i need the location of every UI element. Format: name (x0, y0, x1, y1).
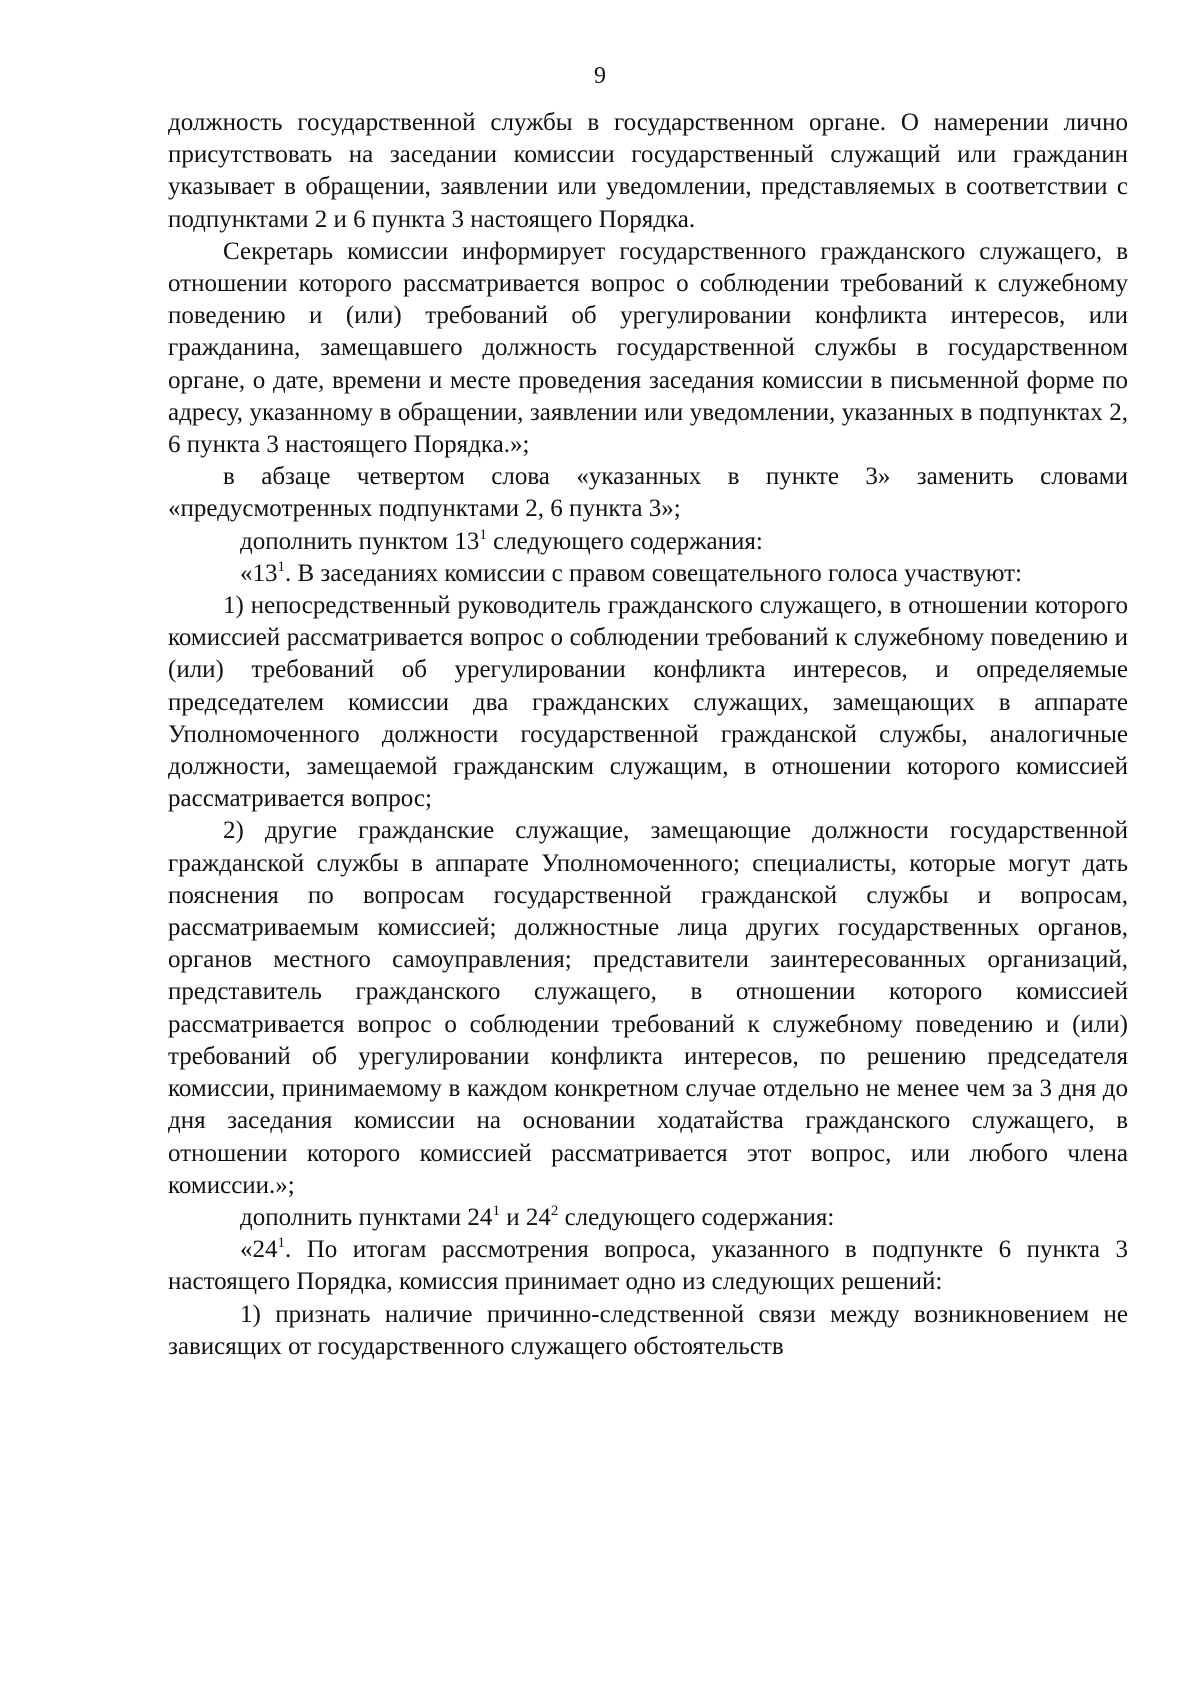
paragraph-13-1: «$13^1$. В заседаниях комиссии с правом совещательного голоса участвуют: (240, 558, 1022, 587)
list-item-decision-1: 1) признать наличие причинно-следственной связи между возникновением не зависящих от государственного служащего обстоятельств (168, 1300, 1128, 1360)
list-item-1: 1) непосредственный руководитель гражданского служащего, в отношении которого комиссией рассматривается вопрос о соблюдении требований к служебному поведению и (или) требований об урегулировании конфликта интересов, и определяемые председателем комиссии два гражданских служащих, замещающих в аппарате Уполномоченного должности государственной гражданской службы, аналогичные должности, замещаемой гражданским служащим, в отношении которого комиссией рассматривается вопрос; (168, 592, 1128, 813)
paragraph-continuation: должность государственной службы в государственном органе. О намерении лично присутствовать на заседании комиссии государственный служащий или гражданин указывает в обращении, заявлении или уведомлении, представляемых в соответствии с подпунктами 2 и 6 пункта 3 настоящего Порядка. (168, 109, 1128, 233)
page-number: 9 (594, 63, 606, 89)
paragraph-24-1: «$24^1$. По итогам рассмотрения вопроса, указанного в подпункте 6 пункта 3 настоящего Порядка, комиссия принимает одно из следующих решений: (168, 1235, 1128, 1296)
paragraph-add-24: дополнить пунктами $24^1$ и $24^2$ следующего содержания: (240, 1202, 835, 1231)
paragraph-add-13-1: дополнить пунктом $13^1$ следующего содержания: (240, 526, 763, 555)
paragraph-secretary: Секретарь комиссии информирует государственного гражданского служащего, в отношении которого рассматривается вопрос о соблюдении требований к служебному поведению и (или) требований об урегулировании конфликта интересов, или гражданина, замещавшего должность государственной службы в государственном органе, о дате, времени и месте проведения заседания комиссии в письменной форме по адресу, указанному в обращении, заявлении или уведомлении, указанных в подпунктах 2, 6 пункта 3 настоящего Порядка.»; (168, 237, 1128, 459)
paragraph-amendment-fourth: в абзаце четвертом слова «указанных в пункте 3» заменить словами «предусмотренных подпунктами 2, 6 пункта 3»; (168, 463, 1128, 523)
document-body (168, 107, 1128, 1363)
list-item-2: 2) другие гражданские служащие, замещающие должности государственной гражданской службы в аппарате Уполномоченного; специалисты, которые могут дать пояснения по вопросам государственной гражданской службы и вопросам, рассматриваемым комиссией; должностные лица других государственных органов, органов местного самоуправления; представители заинтересованных организаций, представитель гражданского служащего, в отношении которого комиссией рассматривается вопрос о соблюдении требований к служебному поведению и (или) требований об урегулировании конфликта интересов, по решению председателя комиссии, принимаемому в каждом конкретном случае отдельно не менее чем за 3 дня до дня заседания комиссии на основании ходатайства гражданского служащего, в отношении которого комиссией рассматривается этот вопрос, или любого члена комиссии.»; (168, 817, 1128, 1199)
